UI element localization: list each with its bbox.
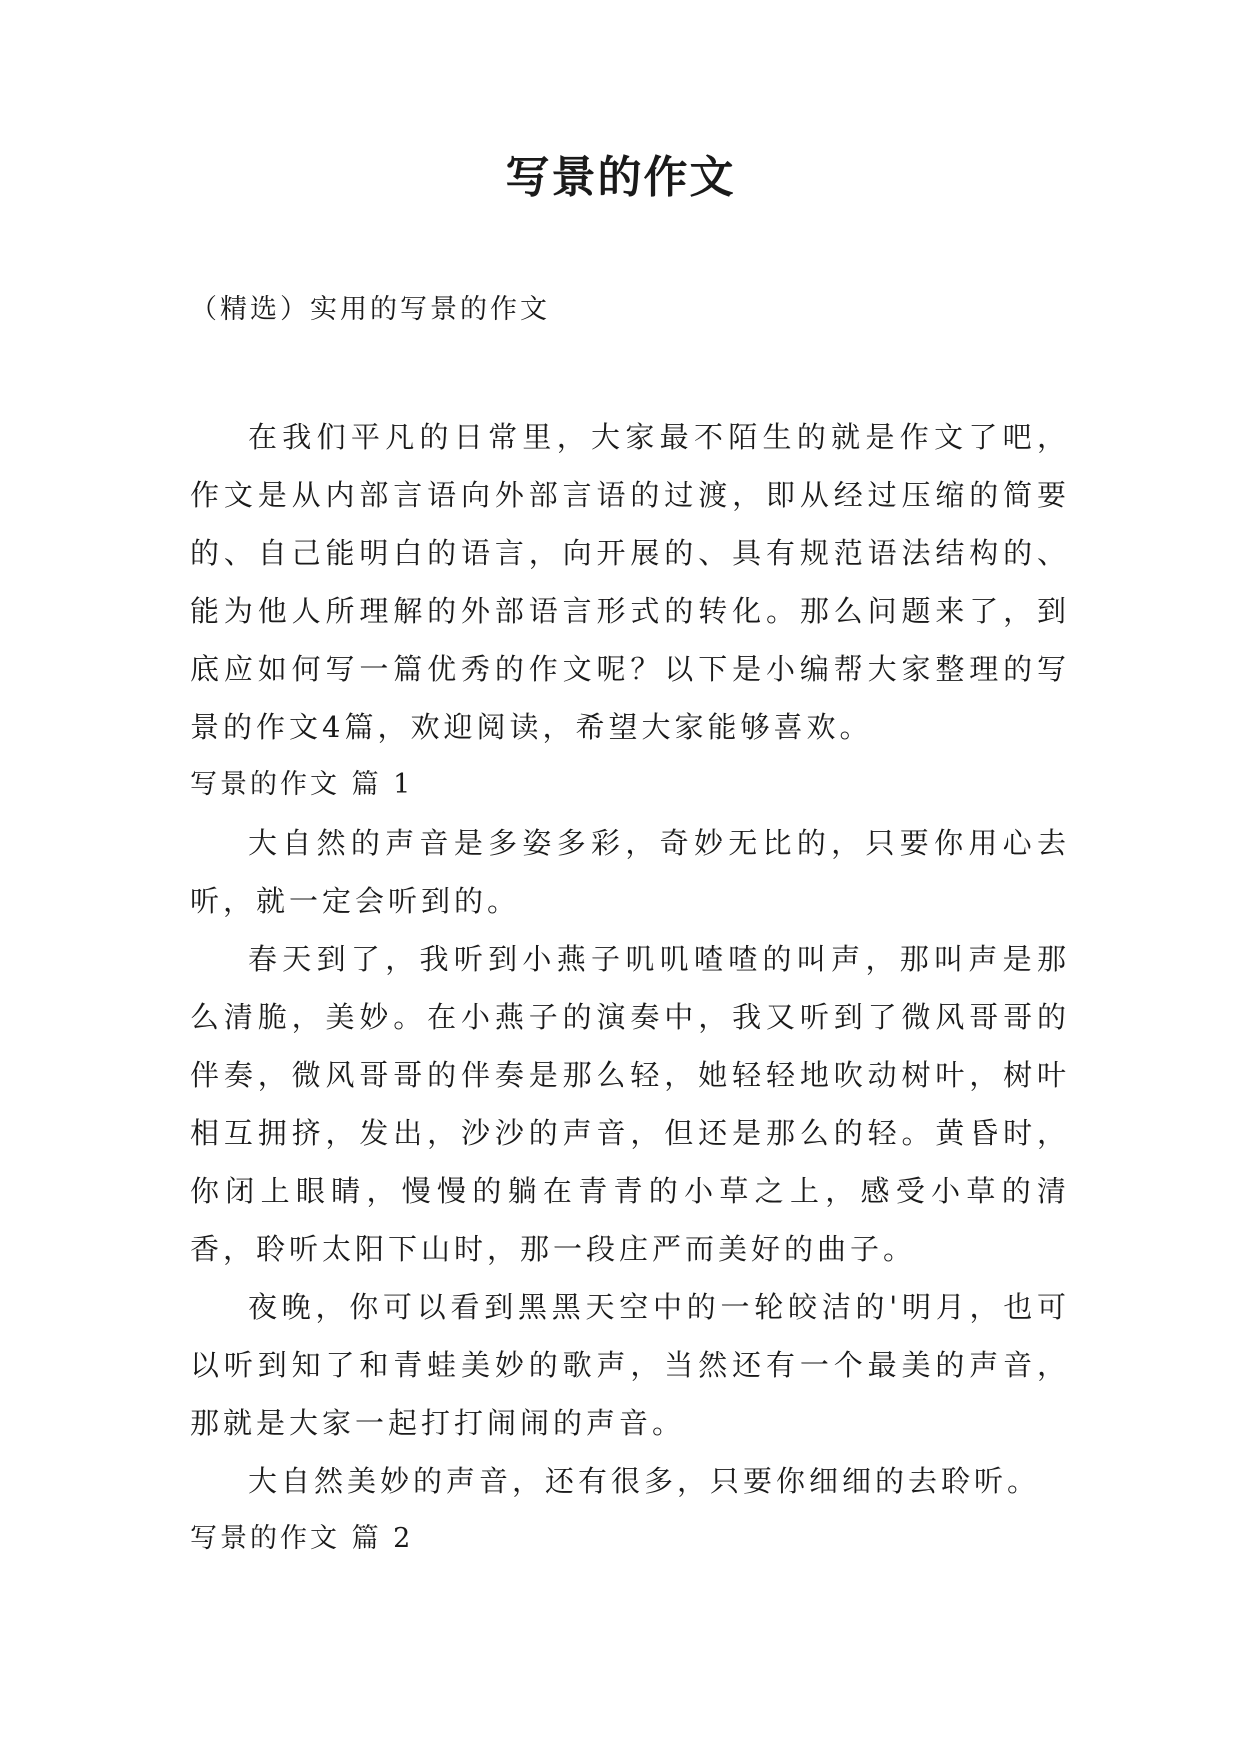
document-subtitle: （精选）实用的写景的作文 (190, 294, 550, 325)
intro-paragraph: 在我们平凡的日常里，大家最不陌生的就是作文了吧，作文是从内部言语向外部言语的过渡，即从经过压缩的简要的、自己能明白的语言，向开展的、具有规范语法结构的、能为他人所理解的外部语言形式的转化。那么问题来了，到底应如何写一篇优秀的作文呢？以下是小编帮大家整理的写景的作文4篇，欢迎阅读，希望大家能够喜欢。 (190, 420, 1070, 744)
body-paragraph: 夜晚，你可以看到黑黑天空中的一轮皎洁的'明月，也可以听到知了和青蛙美妙的歌声，当然还有一个最美的声音，那就是大家一起打打闹闹的声音。 (190, 1290, 1070, 1440)
document-title: 写景的作文 (505, 152, 736, 203)
body-paragraph: 大自然的声音是多姿多彩，奇妙无比的，只要你用心去听，就一定会听到的。 (190, 826, 1070, 918)
document-body (190, 408, 1070, 1568)
body-paragraph: 春天到了，我听到小燕子叽叽喳喳的叫声，那叫声是那么清脆，美妙。在小燕子的演奏中，我又听到了微风哥哥的伴奏，微风哥哥的伴奏是那么轻，她轻轻地吹动树叶，树叶相互拥挤，发出，沙沙的声音，但还是那么的轻。黄昏时，你闭上眼睛，慢慢的躺在青青的小草之上，感受小草的清香，聆听太阳下山时，那一段庄严而美好的曲子。 (190, 942, 1070, 1266)
section-heading: 写景的作文 篇 1 (190, 769, 414, 800)
section-heading: 写景的作文 篇 2 (190, 1523, 414, 1554)
body-paragraph: 大自然美妙的声音，还有很多，只要你细细的去聆听。 (248, 1464, 1041, 1498)
